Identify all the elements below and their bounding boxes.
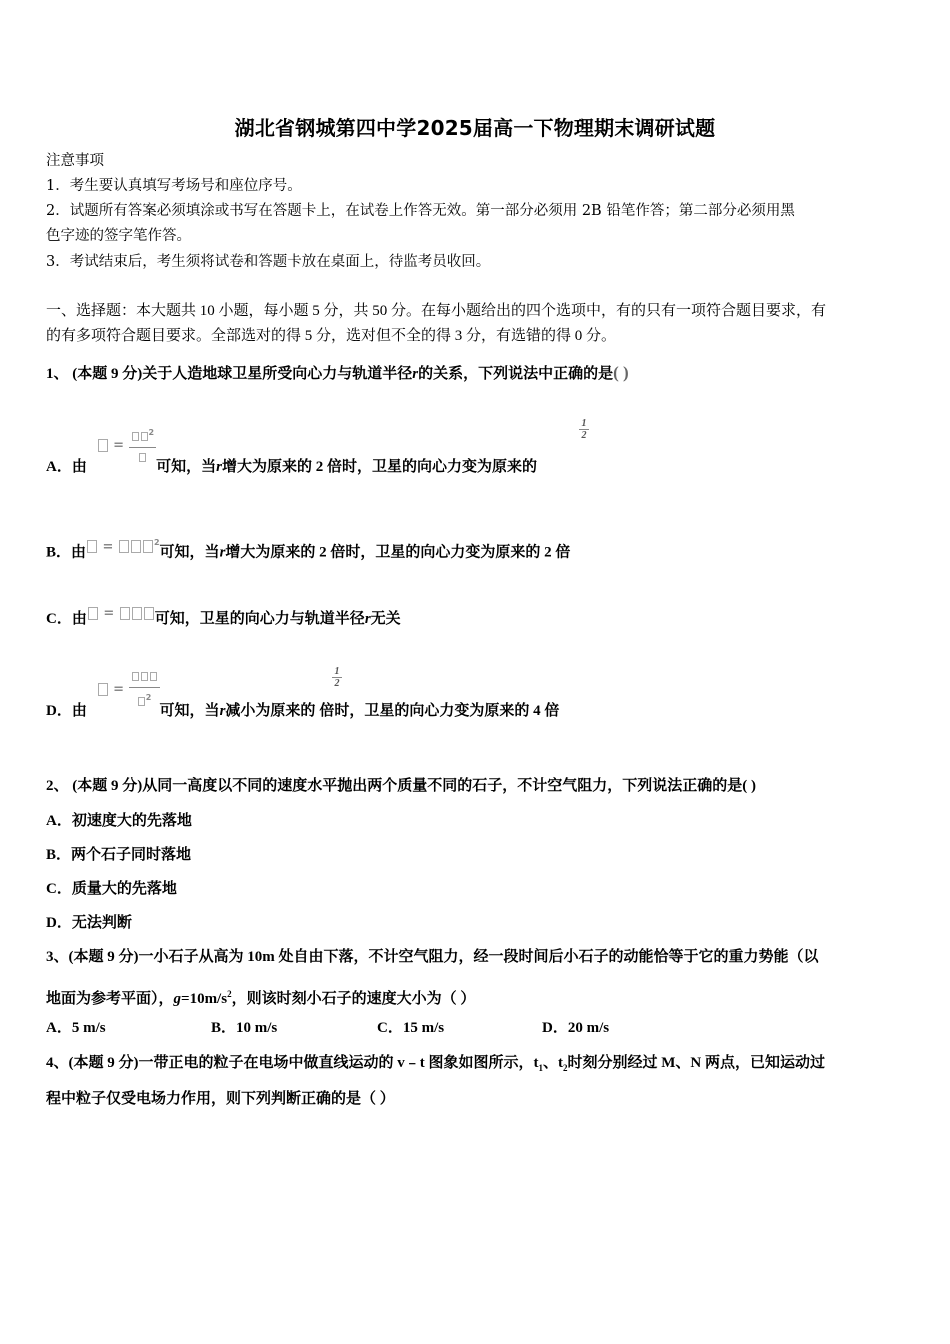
q2-option-d[interactable]: D．无法判断 [46, 915, 132, 931]
q3-option-a[interactable]: A．5 m/s [46, 1020, 106, 1036]
q3-g-var: g [173, 991, 182, 1007]
question-1-stem [46, 363, 629, 384]
question-3-stem-line-2 [46, 984, 475, 1009]
q1-d-text-post: 倍时，卫星的向心力变为原来的 4 倍 [319, 703, 560, 720]
notice-item-2-cont: 色字迹的签字笔作答。 [46, 228, 191, 244]
q4-t1-subscript: 1 [538, 1063, 543, 1073]
q4-t2-subscript: 2 [562, 1063, 568, 1073]
q1-d-formula: = $^2$ [97, 667, 160, 712]
q1-c-text-post: 无关 [370, 611, 401, 627]
q3-stem-post: ，则该时刻小石子的速度大小为（ ） [231, 991, 476, 1007]
formula-fraction: 2 [129, 423, 157, 468]
q1-b-text-pre: 可知，当 [159, 544, 220, 561]
notice-item-1: 1．考生要认真填写考场号和座位序号。 [46, 178, 302, 194]
q1-d-text-pre: 可知，当 [159, 703, 220, 720]
q1-option-b[interactable] [46, 539, 570, 563]
q2-option-a[interactable]: A．初速度大的先落地 [46, 813, 192, 829]
question-2-stem: 2、 (本题 9 分)从同一高度以不同的速度水平抛出两个质量不同的石子，不计空气阻力，下列说法正确的是( ) [46, 778, 756, 794]
q1-answer-parens: ( ) [613, 363, 629, 382]
section-instructions-line-1: 一、选择题：本大题共 10 小题，每小题 5 分，共 50 分。在每小题给出的四个选项中，有的只有一项符合题目要求，有 [46, 303, 827, 319]
formula-placeholder-icon [98, 439, 108, 452]
q1-b-text-post: 增大为原来的 2 倍时，卫星的向心力变为原来的 2 倍 [225, 544, 571, 561]
q1-option-a[interactable] [46, 418, 587, 490]
q1-a-text-post: 增大为原来的 2 倍时，卫星的向心力变为原来的 [221, 459, 537, 476]
q1-c-var: r [364, 611, 371, 627]
q1-d-var: r [219, 703, 226, 720]
q1-stem-prefix: 1、 (本题 9 分)关于人造地球卫星所受向心力与轨道半径 [46, 366, 413, 382]
q1-d-text-mid: 减小为原来的 [225, 703, 316, 720]
q1-b-formula: = $^2$ [86, 533, 160, 557]
question-4-stem-line-2: 程中粒子仅受电场力作用，则下列判断正确的是（ ） [46, 1091, 395, 1107]
notice-heading: 注意事项 [46, 153, 104, 169]
q4-stem-mid: 、t [542, 1055, 563, 1071]
q1-a-var: r [216, 459, 222, 476]
q3-g-value: =10m/s [181, 991, 228, 1007]
page-title: 湖北省钢城第四中学2025届高一下物理期末调研试题 [234, 116, 716, 140]
q4-stem-post: 时刻分别经过 M、N 两点，已知运动过 [567, 1055, 825, 1071]
notice-item-3: 3．考试结束后，考生须将试卷和答题卡放在桌面上，待监考员收回。 [46, 254, 491, 270]
q1-a-label: A．由 [46, 459, 87, 476]
q1-option-d[interactable] [46, 666, 560, 734]
q2-option-b[interactable]: B．两个石子同时落地 [46, 847, 192, 863]
q1-c-text-pre: 可知，卫星的向心力与轨道半径 [154, 611, 365, 627]
q3-option-d[interactable]: D．20 m/s [542, 1020, 610, 1036]
q1-a-text-pre: 可知，当 [156, 459, 217, 476]
section-instructions-line-2: 的有多项符合题目要求。全部选对的得 5 分，选对但不全的得 3 分，有选错的得 0 分。 [46, 328, 617, 344]
q1-a-half-fraction: 1 2 [579, 419, 589, 440]
question-4-stem-line-1 [46, 1053, 825, 1078]
q1-stem-suffix: 的关系，下列说法中正确的是 [418, 366, 614, 382]
q3-option-c[interactable]: C．15 m/s [377, 1020, 445, 1036]
q1-d-label: D．由 [46, 703, 87, 720]
q1-c-label: C．由 [46, 611, 87, 627]
notice-item-2: 2．试题所有答案必须填涂或书写在答题卡上，在试卷上作答无效。第一部分必须用 2B 铅笔作答；第二部分必须用黑 [46, 203, 795, 219]
q4-stem-pre: 4、(本题 9 分)一带正电的粒子在电场中做直线运动的 v﹣t 图象如图所示，t [46, 1055, 539, 1071]
q3-g-exponent: 2 [227, 989, 232, 999]
question-3-stem-line-1: 3、(本题 9 分)一小石子从高为 10m 处自由下落，不计空气阻力，经一段时间后小石子的动能恰等于它的重力势能（以 [46, 949, 819, 965]
q1-a-formula: = $^2$ [97, 423, 157, 468]
q1-b-label: B．由 [46, 544, 87, 561]
q3-option-b[interactable]: B．10 m/s [211, 1020, 278, 1036]
q1-stem-var: r [412, 366, 419, 382]
q1-b-var: r [219, 544, 226, 561]
q1-c-formula: = [87, 604, 155, 624]
q1-option-c[interactable] [46, 606, 401, 630]
q3-stem-pre: 地面为参考平面）， [46, 991, 174, 1007]
q2-option-c[interactable]: C．质量大的先落地 [46, 881, 177, 897]
q1-d-half-fraction: 1 2 [332, 667, 342, 688]
